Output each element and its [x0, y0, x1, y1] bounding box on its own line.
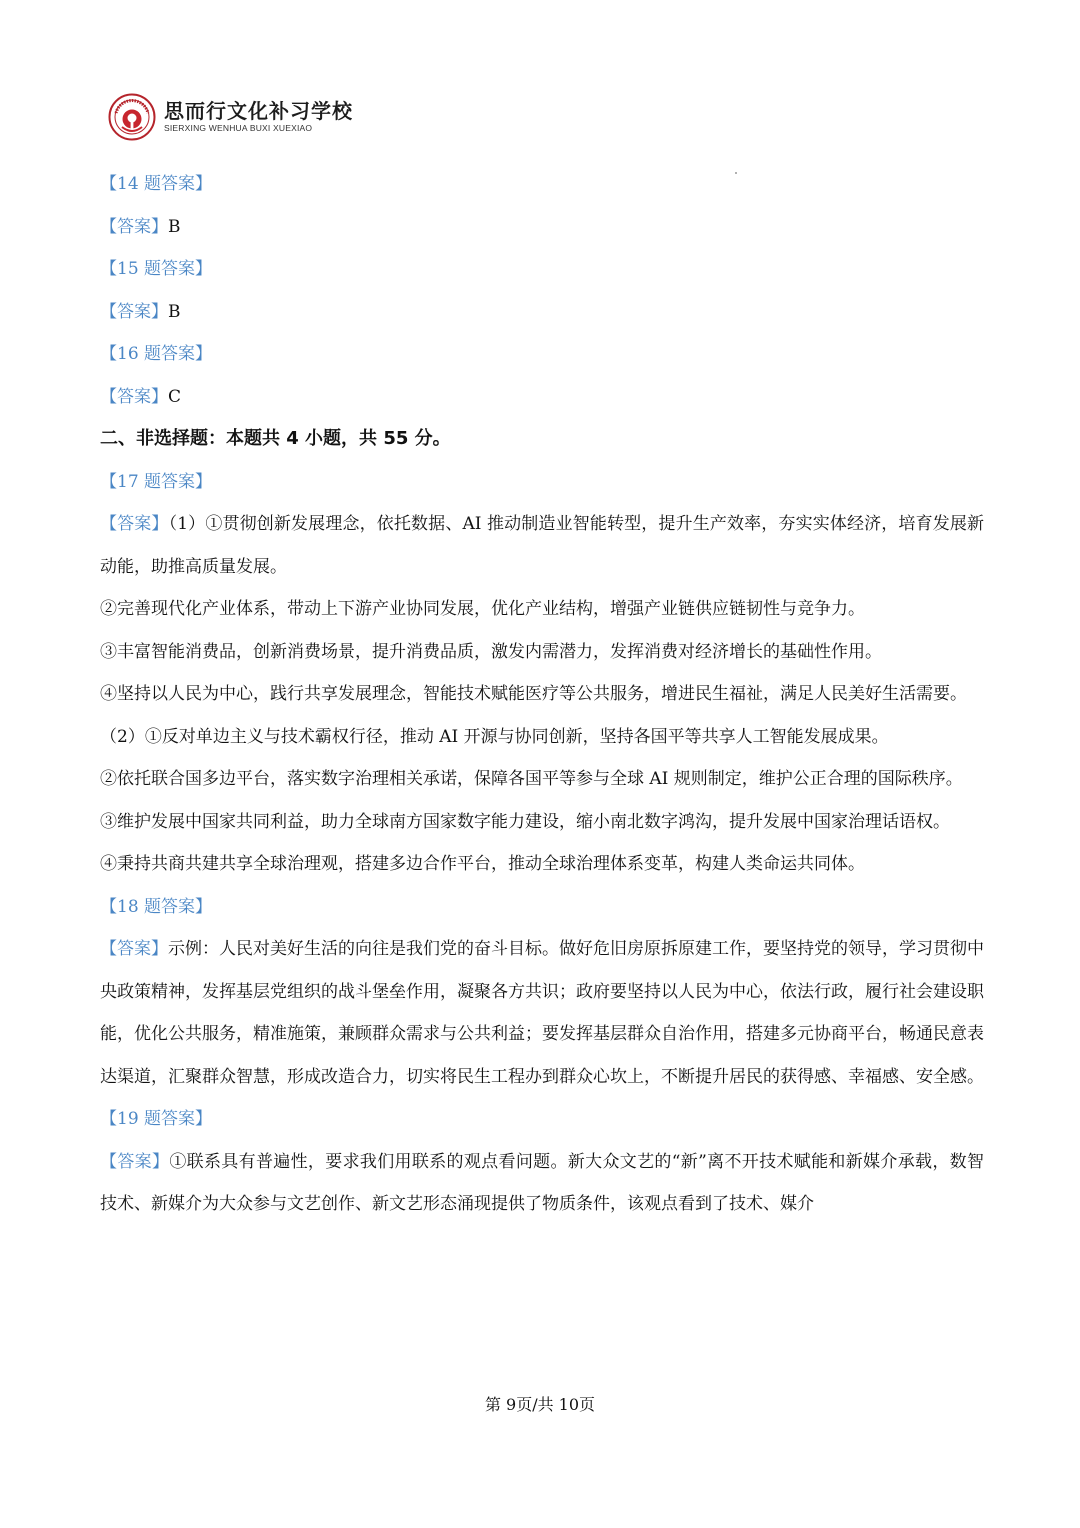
q19-answer: 【答案】①联系具有普遍性，要求我们用联系的观点看问题。新大众文艺的“新”离不开技术赋能和新媒介承载，数智技术、新媒介为大众参与文艺创作、新文艺形态涌现提供了物质条件，该观点看到了技术、媒介 [100, 1151, 984, 1214]
answer-tag: 【答案】 [100, 301, 168, 322]
school-name-en: SIERXING WENHUA BUXI XUEXIAO [164, 123, 313, 133]
answer-tag: 【答案】 [100, 386, 168, 407]
q17-point-7: ③维护发展中国家共同利益，助力全球南方国家数字能力建设，缩小南北数字鸿沟，提升发展中国家治理话语权。 [100, 811, 950, 832]
section-title: 二、非选择题：本题共 4 小题，共 55 分。 [100, 428, 451, 449]
q17-heading: 【17 题答案】 [100, 471, 213, 492]
q18-answer: 【答案】示例：人民对美好生活的向往是我们党的奋斗目标。做好危旧房原拆原建工作，要坚持党的领导，学习贯彻中央政策精神，发挥基层党组织的战斗堡垒作用，凝聚各方共识；政府要坚持以人民为中心，依法行政，履行社会建设职能，优化公共服务，精准施策，兼顾群众需求与公共利益；要发挥基层群众自治作用，搭建多元协商平台，畅通民意表达渠道，汇聚群众智慧，形成改造合力，切实将民生工程办到群众心坎上，不断提升居民的获得感、幸福感、安全感。 [100, 939, 984, 1087]
answer-value: C [168, 386, 182, 407]
q17-point-5: （2）①反对单边主义与技术霸权行径，推动 AI 开源与协同创新，坚持各国平等共享人工智能发展成果。 [100, 726, 889, 747]
answer-value: B [168, 216, 181, 237]
answer-tag: 【答案】 [100, 514, 169, 534]
q14-answer [100, 206, 984, 249]
q15-answer [100, 291, 984, 334]
q17-point-3: ③丰富智能消费品，创新消费场景，提升消费品质，激发内需潜力，发挥消费对经济增长的基础性作用。 [100, 641, 882, 662]
answer-tag: 【答案】 [100, 939, 168, 959]
q17-point-6: ②依托联合国多边平台，落实数字治理相关承诺，保障各国平等参与全球 AI 规则制定，维护公正合理的国际秩序。 [100, 769, 963, 789]
answer-tag: 【答案】 [100, 1151, 170, 1172]
school-name-cn: 思而行文化补习学校 [164, 99, 353, 123]
q16-answer [100, 376, 984, 419]
q17-point-1: 【答案】（1）①贯彻创新发展理念，依托数据、AI 推动制造业智能转型，提升生产效率，夯实实体经济，培育发展新动能，助推高质量发展。 [100, 514, 984, 577]
q14-heading: 【14 题答案】 [100, 174, 213, 194]
answer-content [100, 163, 984, 1226]
school-seal-icon [108, 93, 156, 141]
page-number: 第 9页/共 10页 [484, 1395, 596, 1414]
q17-point-8: ④秉持共商共建共享全球治理观，搭建多边合作平台，推动全球治理体系变革，构建人类命运共同体。 [100, 854, 865, 874]
answer-value: B [168, 301, 181, 322]
school-name [164, 100, 353, 134]
school-header [108, 92, 353, 142]
q19-heading: 【19 题答案】 [100, 1109, 213, 1129]
q15-heading: 【15 题答案】 [100, 259, 213, 279]
q16-heading: 【16 题答案】 [100, 344, 213, 364]
q17-point-2: ②完善现代化产业体系，带动上下游产业协同发展，优化产业结构，增强产业链供应链韧性与竞争力。 [100, 599, 865, 619]
q17-point-4: ④坚持以人民为中心，践行共享发展理念，智能技术赋能医疗等公共服务，增进民生福祉，满足人民美好生活需要。 [100, 684, 967, 704]
q18-heading: 【18 题答案】 [100, 896, 213, 917]
answer-tag: 【答案】 [100, 216, 168, 237]
